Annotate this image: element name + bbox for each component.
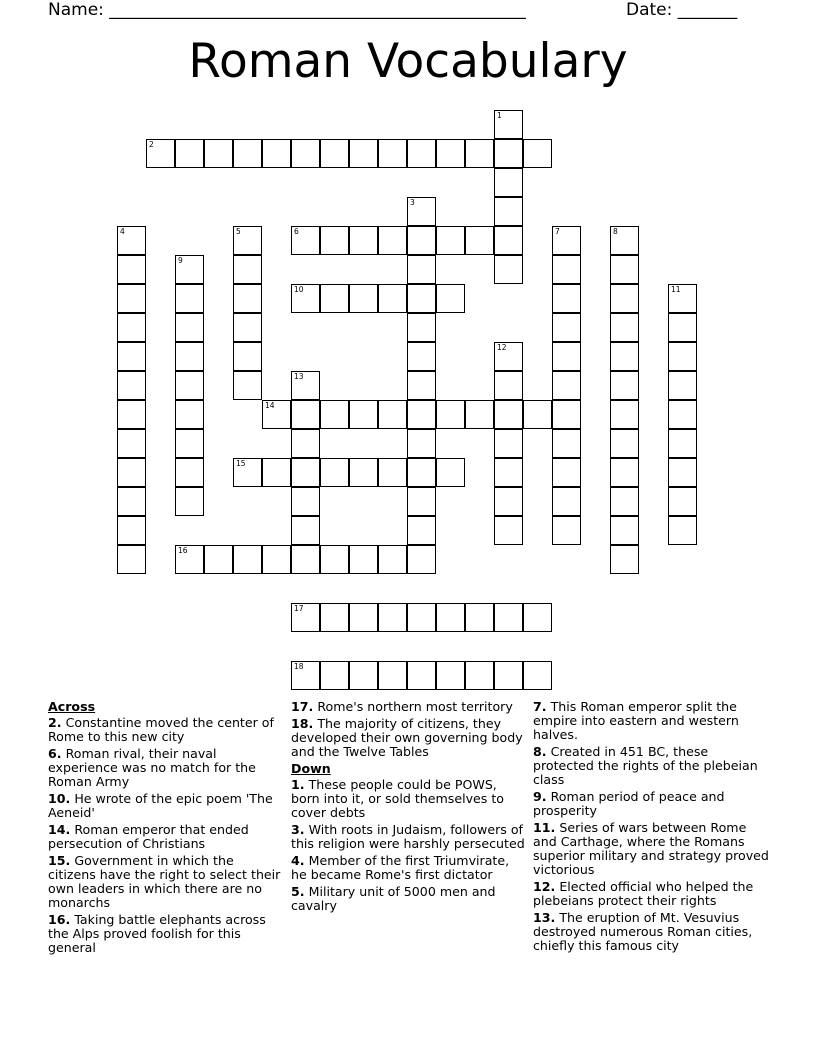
grid-cell[interactable] [552,342,581,371]
cell-number: 17 [294,604,304,613]
name-blank[interactable]: _________________________________________________ [109,0,526,20]
grid-cell[interactable] [407,487,436,516]
cell-number: 13 [294,372,304,381]
grid-cell[interactable] [233,139,262,168]
grid-cell[interactable] [465,603,494,632]
grid-cell[interactable] [610,284,639,313]
clue-down-5: 5. Military unit of 5000 men and cavalry [291,884,496,913]
grid-cell[interactable] [146,139,175,168]
grid-cell[interactable] [552,313,581,342]
grid-cell[interactable] [117,400,146,429]
grid-cell[interactable] [349,458,378,487]
cell-number: 5 [236,227,241,236]
cell-number: 6 [294,227,299,236]
grid-cell[interactable] [233,458,262,487]
grid-cell[interactable] [436,458,465,487]
grid-cell[interactable] [407,313,436,342]
grid-cell[interactable] [175,284,204,313]
grid-cell[interactable] [378,661,407,690]
grid-cell[interactable] [175,371,204,400]
cell-number: 14 [265,401,275,410]
clue-down-9: 9. Roman period of peace and prosperity [533,789,725,818]
grid-cell[interactable] [436,139,465,168]
grid-cell[interactable] [291,516,320,545]
grid-cell[interactable] [204,139,233,168]
grid-cell[interactable] [465,400,494,429]
grid-cell[interactable] [262,139,291,168]
grid-cell[interactable] [291,284,320,313]
grid-cell[interactable] [291,400,320,429]
grid-cell[interactable] [552,226,581,255]
grid-cell[interactable] [233,545,262,574]
grid-cell[interactable] [668,429,697,458]
grid-cell[interactable] [378,458,407,487]
grid-cell[interactable] [523,603,552,632]
across-heading: Across [48,699,96,714]
grid-cell[interactable] [175,342,204,371]
grid-cell[interactable] [349,603,378,632]
cell-number: 18 [294,662,304,671]
clue-down-12: 12. Elected official who helped the plebeians protect their rights [533,879,754,908]
grid-cell[interactable] [349,400,378,429]
grid-cell[interactable] [378,139,407,168]
grid-cell[interactable] [320,226,349,255]
cell-number: 15 [236,459,246,468]
grid-cell[interactable] [117,429,146,458]
clue-column-3 [533,700,773,956]
grid-cell[interactable] [494,342,523,371]
grid-cell[interactable] [552,487,581,516]
down-heading: Down [291,761,331,776]
grid-cell[interactable] [407,545,436,574]
grid-cell[interactable] [349,226,378,255]
grid-cell[interactable] [552,371,581,400]
grid-cell[interactable] [175,255,204,284]
grid-cell[interactable] [117,313,146,342]
cell-number: 11 [671,285,681,294]
grid-cell[interactable] [407,371,436,400]
grid-cell[interactable] [436,284,465,313]
grid-cell[interactable] [494,429,523,458]
grid-cell[interactable] [175,400,204,429]
grid-cell[interactable] [407,284,436,313]
clue-column-2 [291,700,527,916]
grid-cell[interactable] [262,458,291,487]
grid-cell[interactable] [465,226,494,255]
cell-number: 10 [294,285,304,294]
cell-number: 7 [555,227,560,236]
grid-cell[interactable] [407,516,436,545]
grid-cell[interactable] [610,429,639,458]
name-label: Name: [48,0,110,20]
grid-cell[interactable] [494,487,523,516]
grid-cell[interactable] [668,371,697,400]
grid-cell[interactable] [378,545,407,574]
clue-down-7: 7. This Roman emperor split the empire into eastern and western halves. [533,699,739,742]
grid-cell[interactable] [378,400,407,429]
grid-cell[interactable] [320,400,349,429]
grid-cell[interactable] [552,400,581,429]
clue-across-17: 17. Rome's northern most territory [291,699,513,714]
grid-cell[interactable] [407,458,436,487]
grid-cell[interactable] [552,429,581,458]
grid-cell[interactable] [552,516,581,545]
grid-cell[interactable] [494,661,523,690]
grid-cell[interactable] [117,255,146,284]
grid-cell[interactable] [233,342,262,371]
grid-cell[interactable] [291,371,320,400]
grid-cell[interactable] [320,603,349,632]
date-label: Date: [626,0,678,20]
grid-cell[interactable] [610,226,639,255]
grid-cell[interactable] [610,545,639,574]
grid-cell[interactable] [465,139,494,168]
cell-number: 1 [497,111,502,120]
grid-cell[interactable] [465,661,494,690]
clue-across-2: 2. Constantine moved the center of Rome to this new city [48,715,274,744]
grid-cell[interactable] [610,342,639,371]
grid-cell[interactable] [523,661,552,690]
grid-cell[interactable] [378,226,407,255]
grid-cell[interactable] [436,226,465,255]
grid-cell[interactable] [494,168,523,197]
grid-cell[interactable] [349,661,378,690]
grid-cell[interactable] [523,139,552,168]
grid-cell[interactable] [204,545,233,574]
grid-cell[interactable] [320,545,349,574]
grid-cell[interactable] [320,139,349,168]
grid-cell[interactable] [117,284,146,313]
cell-number: 2 [149,140,154,149]
grid-cell[interactable] [349,284,378,313]
grid-cell[interactable] [233,284,262,313]
grid-cell[interactable] [668,313,697,342]
clue-across-10: 10. He wrote of the epic poem 'The Aeneid' [48,791,273,820]
grid-cell[interactable] [407,603,436,632]
grid-cell[interactable] [436,603,465,632]
grid-cell[interactable] [117,226,146,255]
grid-cell[interactable] [175,429,204,458]
grid-cell[interactable] [175,487,204,516]
grid-cell[interactable] [552,458,581,487]
grid-cell[interactable] [117,458,146,487]
clue-down-8: 8. Created in 451 BC, these protected the rights of the plebeian class [533,744,758,787]
grid-cell[interactable] [523,400,552,429]
clue-across-16: 16. Taking battle elephants across the Alps proved foolish for this general [48,912,266,955]
grid-cell[interactable] [291,545,320,574]
grid-cell[interactable] [494,226,523,255]
cell-number: 9 [178,256,183,265]
grid-cell[interactable] [436,400,465,429]
grid-cell[interactable] [320,661,349,690]
grid-cell[interactable] [668,487,697,516]
grid-cell[interactable] [233,313,262,342]
cell-number: 4 [120,227,125,236]
grid-cell[interactable] [291,429,320,458]
grid-cell[interactable] [610,371,639,400]
grid-cell[interactable] [494,603,523,632]
grid-cell[interactable] [349,545,378,574]
grid-cell[interactable] [610,400,639,429]
grid-cell[interactable] [494,255,523,284]
grid-cell[interactable] [233,255,262,284]
grid-cell[interactable] [291,487,320,516]
grid-cell[interactable] [291,458,320,487]
grid-cell[interactable] [407,429,436,458]
grid-cell[interactable] [117,516,146,545]
grid-cell[interactable] [233,371,262,400]
date-line [626,0,737,20]
grid-cell[interactable] [407,400,436,429]
clue-across-15: 15. Government in which the citizens have the right to select their own leaders in which there are no monarchs [48,853,281,910]
clue-down-13: 13. The eruption of Mt. Vesuvius destroyed numerous Roman cities, chiefly this famous city [533,910,753,953]
grid-cell[interactable] [407,226,436,255]
clue-across-14: 14. Roman emperor that ended persecution of Christians [48,822,249,851]
grid-cell[interactable] [320,458,349,487]
grid-cell[interactable] [407,197,436,226]
page-title: Roman Vocabulary [188,34,628,89]
clue-column-1 [48,700,284,958]
grid-cell[interactable] [117,342,146,371]
grid-cell[interactable] [436,661,465,690]
grid-cell[interactable] [552,255,581,284]
clue-down-4: 4. Member of the first Triumvirate, he became Rome's first dictator [291,853,510,882]
grid-cell[interactable] [262,545,291,574]
date-blank[interactable]: _______ [677,0,738,20]
grid-cell[interactable] [117,371,146,400]
grid-cell[interactable] [610,516,639,545]
clue-across-6: 6. Roman rival, their naval experience was no match for the Roman Army [48,746,256,789]
grid-cell[interactable] [494,197,523,226]
grid-cell[interactable] [668,516,697,545]
grid-cell[interactable] [494,516,523,545]
grid-cell[interactable] [291,603,320,632]
clue-across-18: 18. The majority of citizens, they developed their own governing body and the Twelve Tables [291,716,523,759]
grid-cell[interactable] [552,284,581,313]
grid-cell[interactable] [610,313,639,342]
grid-cell[interactable] [407,342,436,371]
grid-cell[interactable] [494,371,523,400]
grid-cell[interactable] [610,458,639,487]
grid-cell[interactable] [494,458,523,487]
grid-cell[interactable] [291,226,320,255]
grid-cell[interactable] [291,139,320,168]
grid-cell[interactable] [262,400,291,429]
grid-cell[interactable] [494,400,523,429]
grid-cell[interactable] [175,139,204,168]
grid-cell[interactable] [117,487,146,516]
grid-cell[interactable] [668,400,697,429]
grid-cell[interactable] [320,284,349,313]
grid-cell[interactable] [407,661,436,690]
grid-cell[interactable] [407,139,436,168]
cell-number: 12 [497,343,507,352]
grid-cell[interactable] [117,545,146,574]
grid-cell[interactable] [668,284,697,313]
grid-cell[interactable] [494,139,523,168]
grid-cell[interactable] [610,487,639,516]
grid-cell[interactable] [668,342,697,371]
grid-cell[interactable] [291,661,320,690]
grid-cell[interactable] [494,110,523,139]
grid-cell[interactable] [378,284,407,313]
grid-cell[interactable] [378,603,407,632]
grid-cell[interactable] [407,255,436,284]
cell-number: 3 [410,198,415,207]
clue-down-3: 3. With roots in Judaism, followers of this religion were harshly persecuted [291,822,525,851]
grid-cell[interactable] [175,458,204,487]
clue-down-11: 11. Series of wars between Rome and Carthage, where the Romans superior military and strategy proved victorious [533,820,769,877]
cell-number: 8 [613,227,618,236]
grid-cell[interactable] [349,139,378,168]
clue-down-1: 1. These people could be POWS, born into it, or sold themselves to cover debts [291,777,505,820]
grid-cell[interactable] [233,226,262,255]
grid-cell[interactable] [175,313,204,342]
grid-cell[interactable] [610,255,639,284]
grid-cell[interactable] [175,545,204,574]
grid-cell[interactable] [668,458,697,487]
cell-number: 16 [178,546,188,555]
name-line [48,0,526,20]
